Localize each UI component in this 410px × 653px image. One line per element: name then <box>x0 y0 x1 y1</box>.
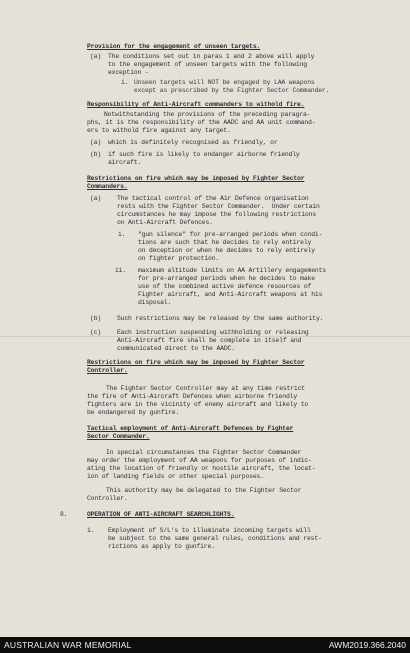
restr-ii-line-1: maximum altitude limits on AA Artillery engagements <box>138 267 326 274</box>
resp-line-3: ers to withold fire against any target. <box>87 127 231 134</box>
item-a-i-line-2: except as prescribed by the Fighter Sector Commander. <box>134 87 330 94</box>
item-a-i-label: i. <box>121 79 129 86</box>
restr-ii-line-3: use of the combined active defence resources of <box>138 283 312 290</box>
resp-b-label: (b) <box>90 151 102 158</box>
tactical-line-2: may order the employment of AA weapons for purposes of indic- <box>87 457 312 464</box>
heading-tactical-line-2: Sector Commander. <box>87 433 150 440</box>
restr-a-line-3: circumstances he may impose the following restrictions <box>117 211 316 218</box>
restr-a-label: (a) <box>90 195 102 202</box>
restr-i-line-1: "gun silence" for pre-arranged periods when condi- <box>138 231 323 238</box>
restr-a-line-4: on Anti-Aircraft Defences. <box>117 219 213 226</box>
op-i-line-3: rictions as apply to gunfire. <box>108 543 215 550</box>
controller-line-4: be endangered by gunfire. <box>87 409 180 416</box>
heading-restrictions-line-2: Commanders. <box>87 183 128 190</box>
resp-a-label: (a) <box>90 139 102 146</box>
restr-c-label: (c) <box>90 329 102 336</box>
restr-i-line-4: on fighter protection. <box>138 255 220 262</box>
section-8-number: 8. <box>60 511 68 518</box>
restr-i-label: i. <box>118 231 126 238</box>
restr-i-line-3: on deception or when he decides to rely entirely <box>138 247 315 254</box>
controller-line-1: The Fighter Sector Controller may at any time restrict <box>106 385 305 392</box>
restr-i-line-2: tions are such that he decides to rely entirely <box>138 239 312 246</box>
footer-accession-number: AWM2019.366.2040 <box>328 640 406 650</box>
restr-ii-line-5: disposal. <box>138 299 172 306</box>
heading-controller-line-1: Restrictions on fire which may be imposed by Fighter Sector <box>87 359 305 366</box>
archive-footer-bar <box>0 637 410 653</box>
heading-responsibility: Responsibility of Anti-Aircraft commanders to withold fire. <box>87 101 305 108</box>
restr-ii-label: ii. <box>115 267 127 274</box>
restr-ii-line-4: Fighter aircraft, and Anti-Aircraft weapons at his <box>138 291 323 298</box>
restr-c-line-1: Each instruction suspending withholding or releasing <box>117 329 309 336</box>
resp-line-2: phs, it is the responsibility of the AADC and AA unit command- <box>87 119 316 126</box>
delegation-line-2: Controller. <box>87 495 128 502</box>
resp-b-line-1: if such fire is likely to endanger airborne friendly <box>108 151 300 158</box>
delegation-line-1: This authority may be delegated to the Fighter Sector <box>106 487 302 494</box>
op-i-label: i. <box>87 527 95 534</box>
op-i-line-2: be subject to the same general rules, conditions and rest- <box>108 535 322 542</box>
controller-line-3: fighters are in the vicinity of enemy aircraft and likely to <box>87 401 309 408</box>
restr-b-label: (b) <box>90 315 102 322</box>
tactical-line-3: ating the location of friendly or hostile aircraft, the locat- <box>87 465 316 472</box>
heading-controller-line-2: Controller. <box>87 367 128 374</box>
item-a-i-line-1: Unseen targets will NOT be engaged by LAA weapons <box>134 79 315 86</box>
restr-a-line-2: rests with the Fighter Sector Commander. Under certain <box>117 203 320 210</box>
heading-provision: Provision for the engagement of unseen targets. <box>87 43 261 50</box>
resp-b-line-2: aircraft. <box>108 159 142 166</box>
heading-operation: OPERATION OF ANTI-AIRCRAFT SEARCHLIGHTS. <box>87 511 235 518</box>
op-i-line-1: Employment of S/L's to illuminate incoming targets will <box>108 527 311 534</box>
footer-institution: AUSTRALIAN WAR MEMORIAL <box>4 640 132 650</box>
restr-ii-line-2: for pre-arranged periods when he decides to make <box>138 275 315 282</box>
item-a-line-1: The conditions set out in paras 1 and 2 above will apply <box>108 53 315 60</box>
restr-a-line-1: The tactical control of the Air Defence organisation <box>117 195 309 202</box>
restr-b-text: Such restrictions may be released by the same authority. <box>117 315 324 322</box>
restr-c-line-2: Anti-Aircraft fire shall be complete in itself and <box>117 337 302 344</box>
tactical-line-1: In special circumstances the Fighter Sector Commander <box>106 449 302 456</box>
heading-restrictions-line-1: Restrictions on fire which may be imposed by Fighter Sector <box>87 175 305 182</box>
tactical-line-4: ion of landing fields or other special purposes. <box>87 473 264 480</box>
resp-line-1: Notwithstanding the provisions of the preceding paragra- <box>104 111 311 118</box>
restr-c-line-3: communicated direct to the AADC. <box>117 345 235 352</box>
item-a-line-2: to the engagement of unseen targets with the following <box>108 61 307 68</box>
resp-a-text: which is definitely recognised as friendly, or <box>108 139 278 146</box>
heading-tactical-line-1: Tactical employment of Anti-Aircraft Defences by Fighter <box>87 425 294 432</box>
controller-line-2: the fire of Anti-Aircraft Defences when airborne friendly <box>87 393 298 400</box>
item-a-line-3: exception - <box>108 69 149 76</box>
item-a-label: (a) <box>90 53 102 60</box>
